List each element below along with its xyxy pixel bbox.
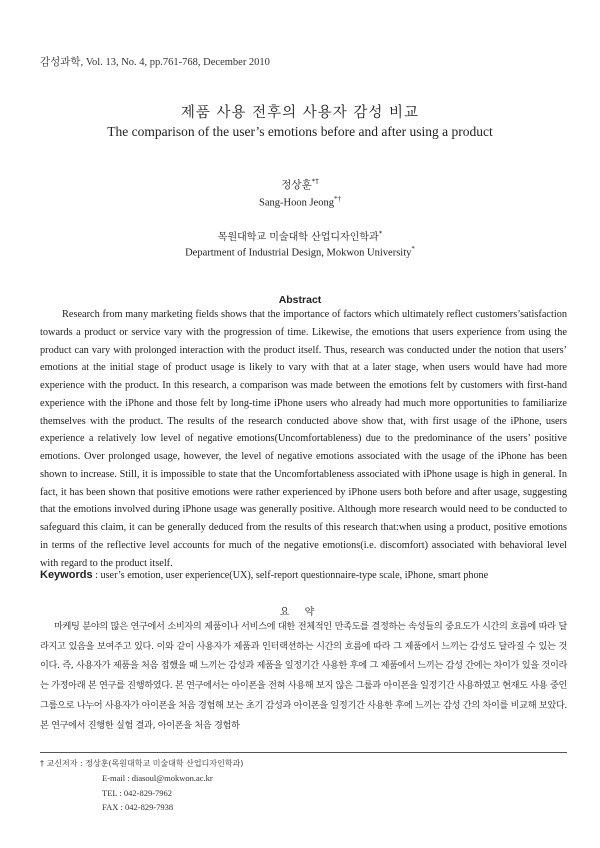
affiliation-name-korean: 목원대학교 미술대학 산업디자인학과 [217,232,379,243]
abstract-heading: Abstract [278,294,322,306]
footnote-divider [40,752,567,753]
author-mark: *† [311,177,319,186]
journal-citation: 감성과학, Vol. 13, No. 4, pp.761-768, December 2010 [40,57,270,68]
footnote-tel: TEL : 042-829-7962 [102,787,173,798]
keywords [40,569,570,581]
affiliation-mark: * [378,229,383,238]
footnote-corresponding-text: 교신저자 : 정상훈(목원대학교 미술대학 산업디자인학과) [46,759,244,768]
footnote [40,757,243,814]
affiliation-mark-english: * [411,245,415,253]
abstract-text: Research from many marketing fields shows that the importance of factors which ultimately reflect customers’satisfaction towards a product or service vary with the progression of time. Likewise, the emotions that users experience from using the product can vary with prolonged interaction with the product itself. Thus, research was conducted under the notion that users’ emotions at the initial stage of product usage is likely to vary with that at a later stage, when users would have had more experience with the product. In this research, a comparison was made between the emotions felt by customers with first-hand experience with the iPhone and those felt by long-time iPhone users who already had much more opportunities to familiarize themselves with the product. The results of the research conducted above show that, with first usage of the iPhone, users experience a relatively low level of negative emotions(Uncomfortableness) due to the predominance of the users’ positive emotions. Over prolonged usage, however, the level of negative emotions associated with the usage of the iPhone has been shown to increase. Still, it is impossible to state that the Uncomfortableness associated with iPhone usage is high in general. In fact, it has been shown that positive emotions were rather experienced by iPhone users both before and after usage, suggesting that the emotions involved during iPhone usage was generally positive. Although more research would need to be conducted to safeguard this claim, it can be generally deduced from the results of this research that:when using a product, positive emotions in terms of the reflective level accounts for much of the negative emotions(i.e. discomfort) associated with behavioral level with regard to the product itself. [40,309,567,569]
title-korean: 제품 사용 전후의 사용자 감성 비교 [180,105,420,121]
footnote-mark: † [40,759,44,768]
title-english: The comparison of the user’s emotions before and after using a product [107,124,493,139]
footnote-email: E-mail : diasoul@mokwon.ac.kr [102,773,213,784]
summary-text: 마케팅 분야의 많은 연구에서 소비자의 제품이나 서비스에 대한 전체적인 만족도를 결정하는 속성들의 중요도가 시간의 흐름에 따라 달라지고 있음을 보여주고 있다. 이와 같이 사용자가 제품과 인터랙션하는 시간의 흐름에 따라 그 제품에서 느끼는 감성도 달라질 수 있는 것이다. 즉, 사용자가 제품을 처음 접했을 때 느끼는 감성과 제품을 일정기간 사용한 후에 그 제품에서 느끼는 감성 간에는 차이가 있을 것이라는 가정아래 본 연구를 진행하였다. 본 연구에서는 아이폰을 전혀 사용해 보지 않은 그룹과 아이폰을 일정기간 사용하였고 현재도 사용 중인 그룹으로 나누어 사용자가 아이폰을 처음 경험해 보는 초기 감성과 아이폰을 일정기간 사용한 후에 느끼는 감성 간의 차이를 비교해 보았다. 본 연구에서 진행한 실험 결과, 아이폰을 처음 경험하 [40,621,567,731]
keywords-text: : user’s emotion, user experience(UX), self-report questionnaire-type scale, iPhone, smart phone [95,570,489,581]
affiliation-korean [0,228,600,243]
footnote-corresponding [40,757,243,771]
author-name-korean: 정상훈 [281,179,312,191]
abstract-body [40,306,567,572]
author-name-english: Sang-Hoon Jeong [259,197,334,209]
summary-body [40,617,567,735]
author-mark-english: *† [333,195,341,203]
affiliation-english [0,245,600,259]
summary-heading: 요 약 [279,607,321,618]
keywords-label: Keywords [40,569,93,581]
affiliation-name-english: Department of Industrial Design, Mokwon University [185,247,412,259]
author-korean [0,177,600,192]
author-english [0,195,600,209]
footnote-fax: FAX : 042-829-7938 [102,801,174,812]
